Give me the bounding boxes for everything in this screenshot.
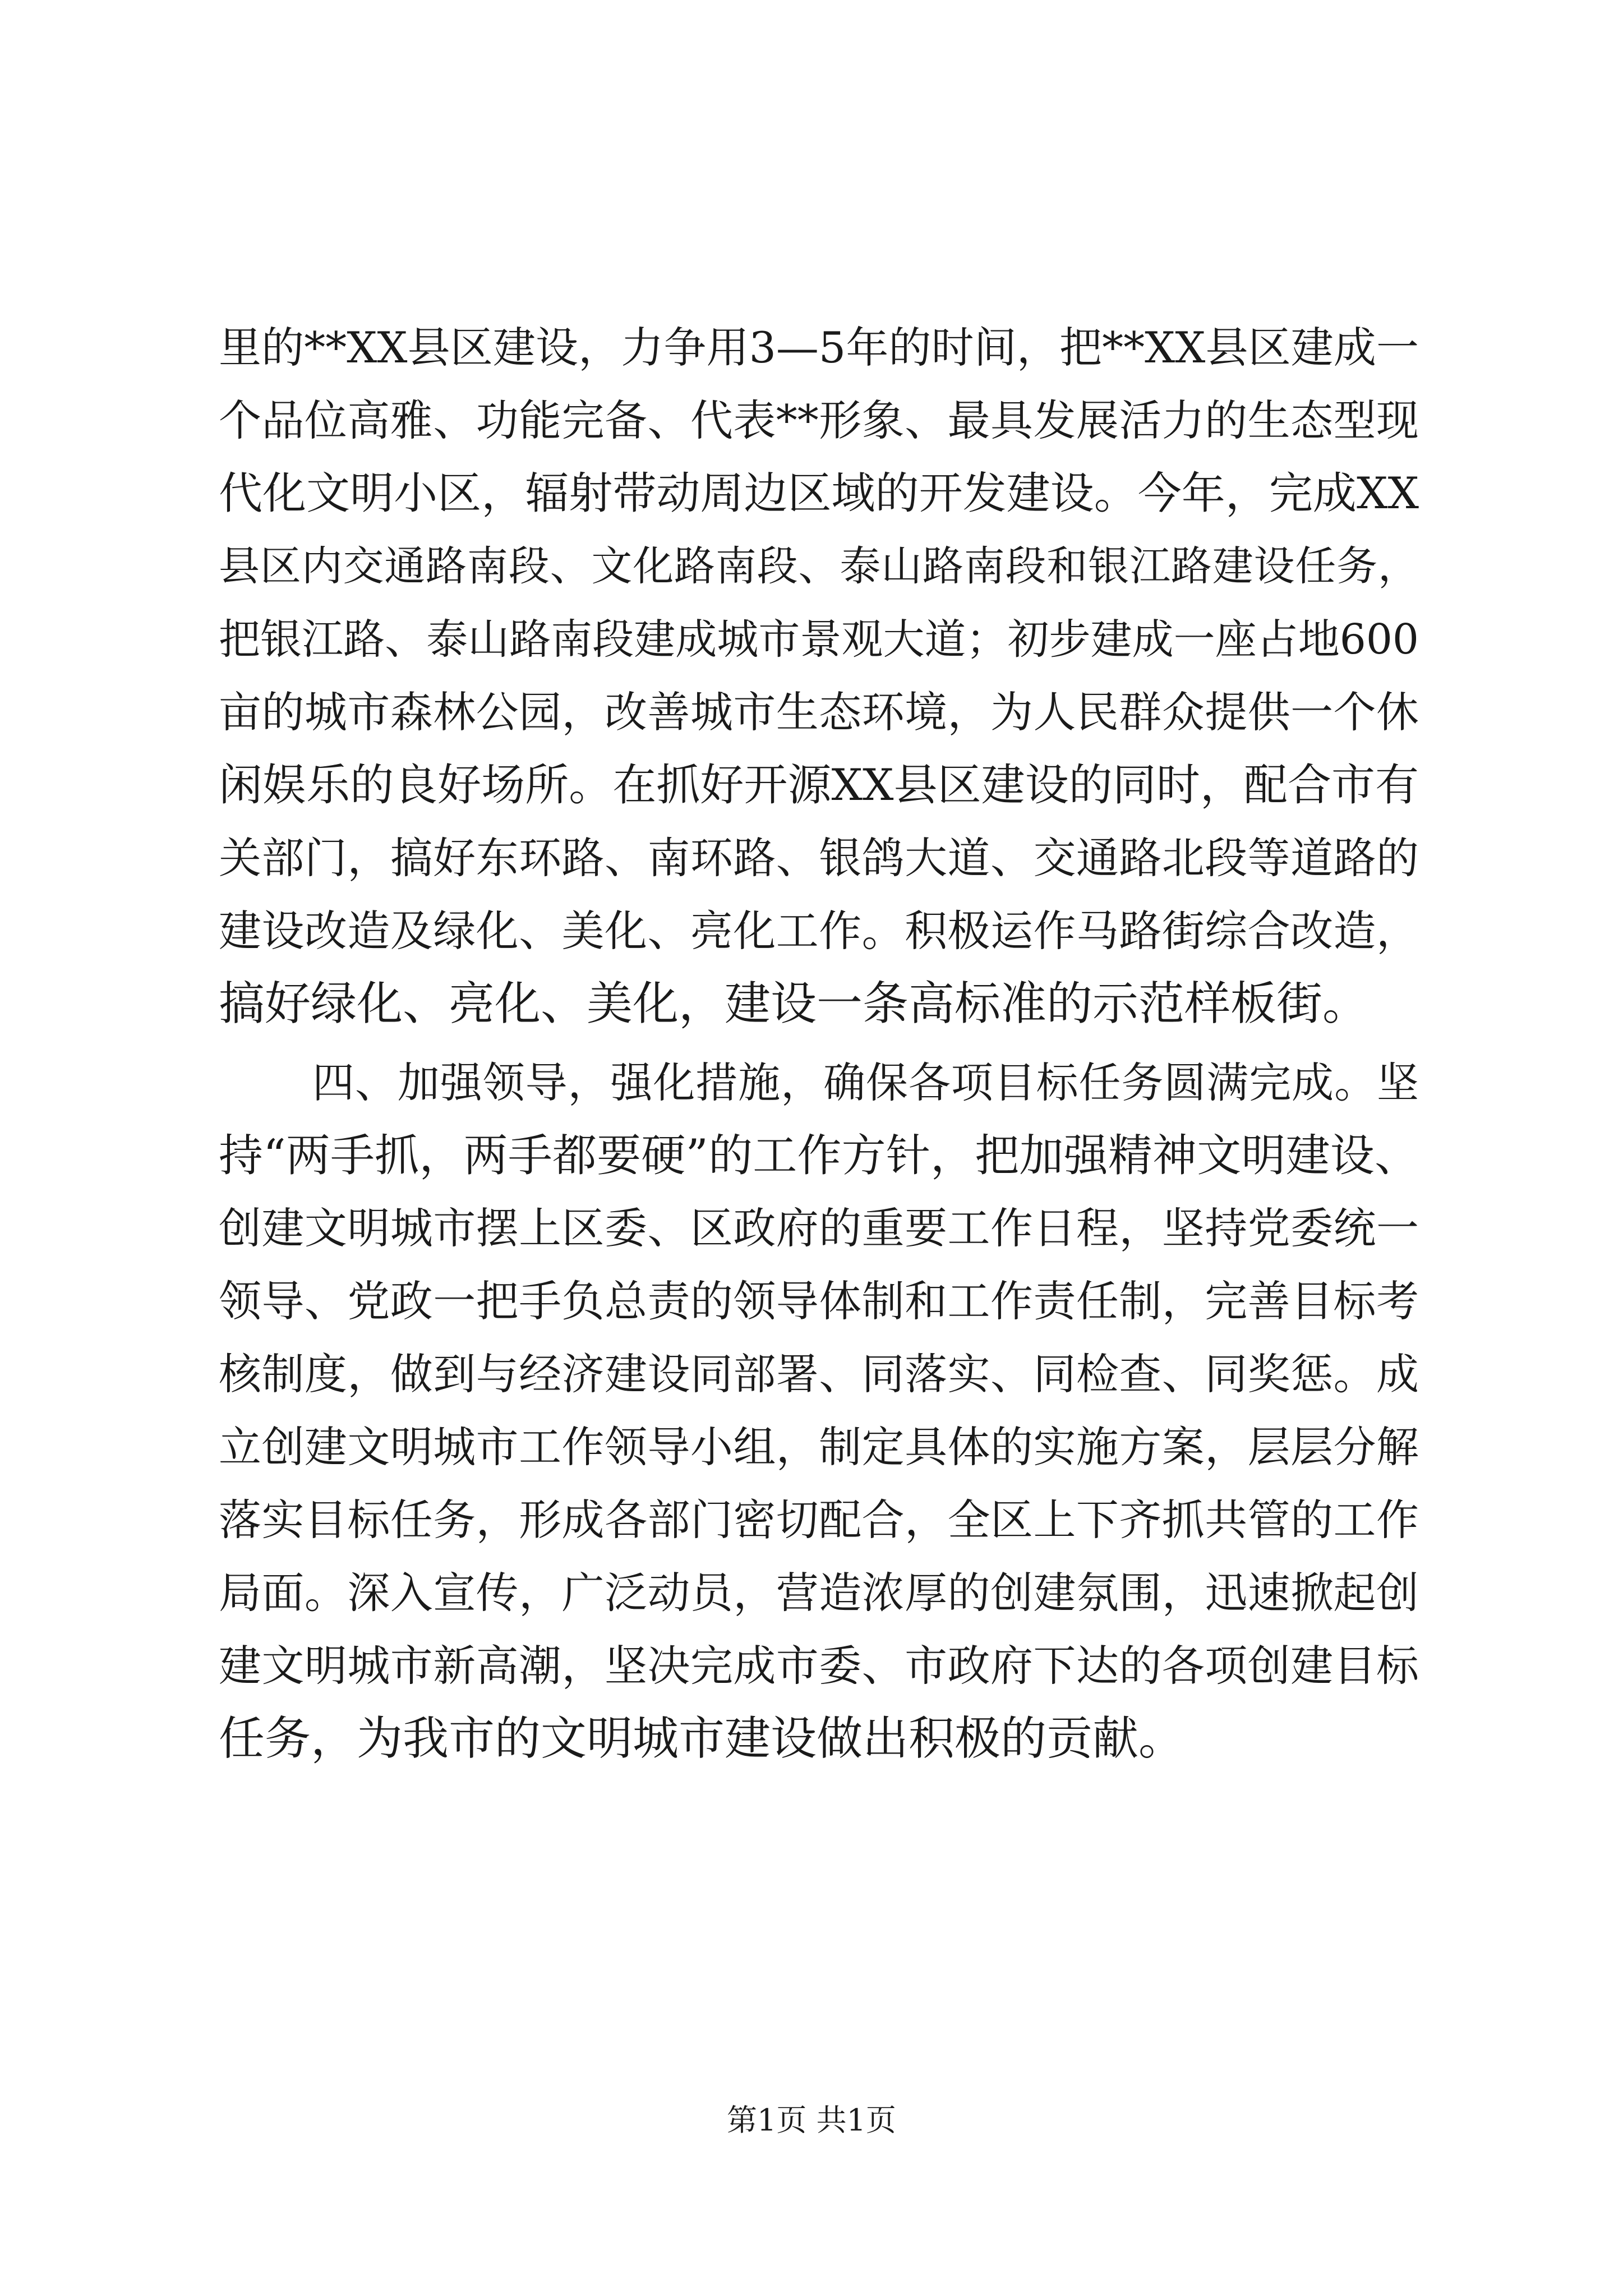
paragraph-line: 闲娱乐的良好场所。在抓好开源XX县区建设的同时，配合市有 (219, 760, 1419, 811)
paragraph-line: 核制度，做到与经济建设同部署、同落实、同检查、同奖惩。成 (219, 1349, 1419, 1399)
paragraph-line: 任务，为我市的文明城市建设做出积极的贡献。 (219, 1712, 1185, 1765)
paragraph-line: 持“两手抓，两手都要硬”的工作方针，把加强精神文明建设、 (219, 1130, 1419, 1181)
page-footer: 第1页 共1页 (727, 2102, 896, 2138)
paragraph-line: 建设改造及绿化、美化、亮化工作。积极运作马路街综合改造， (219, 906, 1419, 956)
paragraph-line: 亩的城市森林公园，改善城市生态环境，为人民群众提供一个休 (219, 687, 1419, 737)
paragraph-line: 建文明城市新高潮，坚决完成市委、市政府下达的各项创建目标 (219, 1641, 1419, 1691)
paragraph-line: 搞好绿化、亮化、美化，建设一条高标准的示范样板街。 (219, 977, 1369, 1030)
paragraph-line: 落实目标任务，形成各部门密切配合，全区上下齐抓共管的工作 (219, 1495, 1419, 1545)
paragraph-line: 县区内交通路南段、文化路南段、泰山路南段和银江路建设任务， (219, 542, 1419, 590)
paragraph-line: 代化文明小区，辐射带动周边区域的开发建设。今年，完成XX (219, 468, 1419, 519)
paragraph-line: 领导、党政一把手负总责的领导体制和工作责任制，完善目标考 (219, 1276, 1419, 1326)
paragraph-line: 立创建文明城市工作领导小组，制定具体的实施方案，层层分解 (219, 1422, 1419, 1472)
paragraph-line: 把银江路、泰山路南段建成城市景观大道；初步建成一座占地600 (219, 615, 1419, 664)
paragraph-line: 里的**XX县区建设，力争用3—5年的时间，把**XX县区建成一 (219, 323, 1419, 372)
paragraph-line: 局面。深入宣传，广泛动员，营造浓厚的创建氛围，迅速掀起创 (219, 1568, 1419, 1618)
paragraph-line: 关部门，搞好东环路、南环路、银鸽大道、交通路北段等道路的 (219, 833, 1419, 883)
paragraph-line: 四、加强领导，强化措施，确保各项目标任务圆满完成。坚 (312, 1058, 1419, 1107)
paragraph-line: 创建文明城市摆上区委、区政府的重要工作日程，坚持党委统一 (219, 1203, 1419, 1253)
paragraph-line: 个品位高雅、功能完备、代表**形象、最具发展活力的生态型现 (219, 395, 1419, 445)
